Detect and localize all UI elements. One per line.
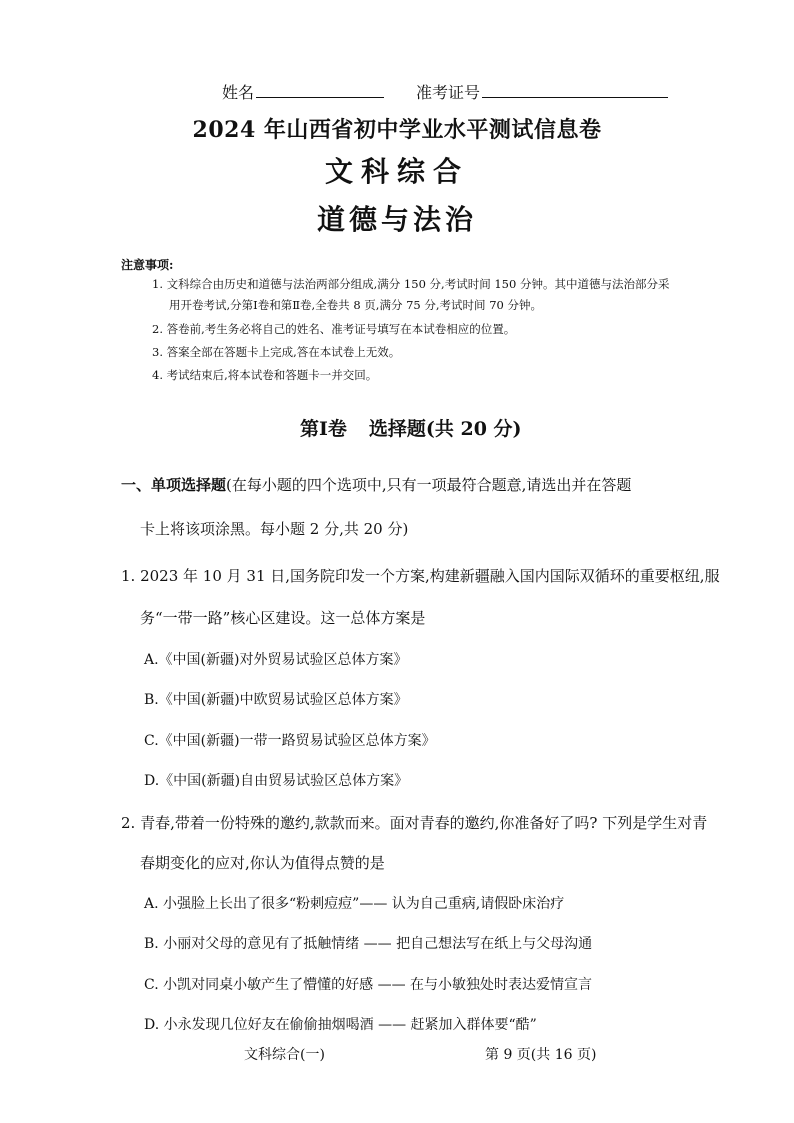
notice-item: 用开卷考试,分第Ⅰ卷和第Ⅱ卷,全卷共 8 页,满分 75 分,考试时间 70 分钟。 [169,298,542,312]
part-instruction [121,474,631,495]
question-stem: 1. 2023 年 10 月 31 日,国务院印发一个方案,构建新疆融入国内国际双循环的重要枢纽,服 [121,567,720,585]
answer-option: D.《中国(新疆)自由贸易试验区总体方案》 [144,773,409,789]
notice-item: 1. 文科综合由历史和道德与法治两部分组成,满分 150 分,考试时间 150 分钟。其中道德与法治部分采 [152,277,670,291]
answer-option: B. 小丽对父母的意见有了抵触情绪 —— 把自己想法写在纸上与父母沟通 [144,936,593,952]
part-label: 一、单项选择题 [121,476,227,494]
part-instruction-line2: 卡上将该项涂黑。每小题 2 分,共 20 分) [140,520,409,538]
answer-option: C. 小凯对同桌小敏产生了懵懂的好感 —— 在与小敏独处时表达爱情宣言 [144,977,593,993]
section-title [300,414,522,441]
answer-option: A. 小强脸上长出了很多“粉刺痘痘”—— 认为自己重病,请假卧床治疗 [144,896,565,912]
answer-option: B.《中国(新疆)中欧贸易试验区总体方案》 [144,692,408,708]
subject-title: 文科综合 [324,155,469,188]
name-field [222,80,384,103]
section-title-volume: 第Ⅰ卷 [300,418,347,440]
section-subject-title: 道德与法治 [316,203,477,236]
section-title-rest: 选择题(共 20 分) [368,418,522,440]
answer-option: C.《中国(新疆)一带一路贸易试验区总体方案》 [144,733,436,749]
exam-id-label: 准考证号 [416,83,481,102]
name-underline [256,83,384,98]
page-number: 第 9 页(共 16 页) [485,1047,597,1063]
answer-option: D. 小永发现几位好友在偷偷抽烟喝酒 —— 赶紧加入群体要“酷” [144,1017,537,1033]
footer-subject: 文科综合(一) [244,1047,325,1063]
notice-item: 2. 答卷前,考生务必将自己的姓名、准考证号填写在本试卷相应的位置。 [152,322,516,336]
exam-id-field [416,80,668,103]
name-label: 姓名 [222,83,255,102]
exam-id-underline [482,83,668,98]
notice-item: 4. 考试结束后,将本试卷和答题卡一并交回。 [152,368,378,382]
notice-item: 3. 答案全部在答题卡上完成,答在本试卷上无效。 [152,345,401,359]
question-stem: 春期变化的应对,你认为值得点赞的是 [140,854,385,872]
part-instruction-line1: (在每小题的四个选项中,只有一项最符合题意,请选出并在答题 [226,476,632,494]
exam-title: 2024 年山西省初中学业水平测试信息卷 [192,117,602,143]
notice-heading: 注意事项: [121,258,174,272]
question-stem: 2. 青春,带着一份特殊的邀约,款款而来。面对青春的邀约,你准备好了吗? 下列是学生对青 [121,814,708,832]
answer-option: A.《中国(新疆)对外贸易试验区总体方案》 [144,652,408,668]
question-stem: 务“一带一路”核心区建设。这一总体方案是 [140,609,426,627]
